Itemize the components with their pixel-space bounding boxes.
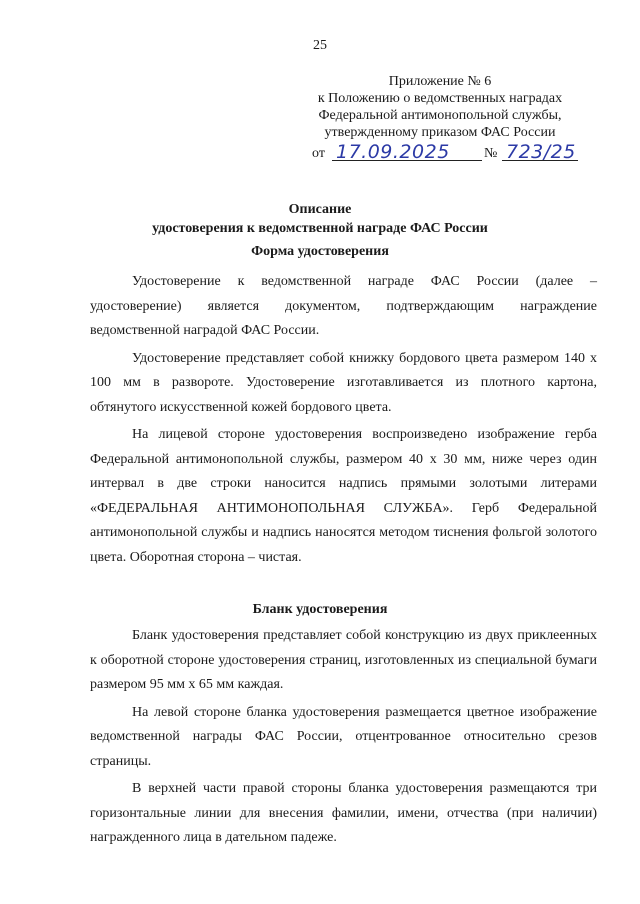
title-line: удостоверения к ведомственной награде ФАС России <box>152 221 488 236</box>
paragraph: Бланк удостоверения представляет собой конструкцию из двух приклеенных к оборотной стороне удостоверения страниц, изготовленных из специальной бумаги размером 95 мм х 65 мм каждая. <box>90 628 597 692</box>
appendix-line: Приложение № 6 <box>388 74 492 89</box>
page-number: 25 <box>313 38 327 53</box>
section-blank-description <box>90 624 597 854</box>
section-form-description <box>90 270 597 573</box>
title-line: Описание <box>288 202 352 217</box>
appendix-header <box>300 73 580 141</box>
appendix-line: к Положению о ведомственных наградах <box>317 91 563 106</box>
paragraph: В верхней части правой стороны бланка удостоверения размещаются три горизонтальные линии для внесения фамилии, имени, отчества (при наличии) награжденного лица в дательном падеже. <box>90 781 597 845</box>
appendix-line: утвержденному приказом ФАС России <box>324 125 556 140</box>
section-title: Бланк удостоверения <box>252 602 388 617</box>
paragraph: На лицевой стороне удостоверения воспроизведено изображение герба Федеральной антимонопольной службы, размером 40 х 30 мм, ниже через один интервал в две строки наносится надпись прямыми золотыми литерами «ФЕДЕРАЛЬНАЯ АНТИМОНОПОЛЬНАЯ СЛУЖБА». Герб Федеральной антимонопольной службы и надпись наносятся методом тиснения фольгой золотого цвета. Оборотная сторона – чистая. <box>90 427 597 565</box>
paragraph: На левой стороне бланка удостоверения размещается цветное изображение ведомственной награды ФАС России, отцентрованное относительно срезов страницы. <box>90 704 597 769</box>
document-title <box>0 200 640 261</box>
handwritten-number: 723/25 <box>506 141 576 163</box>
date-label: от <box>312 146 325 161</box>
paragraph: Удостоверение представляет собой книжку бордового цвета размером 140 х 100 мм в развороте. Удостоверение изготавливается из плотного картона, обтянутого искусственной кожей бордового цвета. <box>90 350 597 415</box>
paragraph: Удостоверение к ведомственной награде ФАС России (далее – удостоверение) является документом, подтверждающим награждение ведомственной наградой ФАС России. <box>90 274 597 338</box>
appendix-line: Федеральной антимонопольной службы, <box>318 108 562 123</box>
date-number-line <box>312 142 602 166</box>
handwritten-date: 17.09.2025 <box>336 141 450 163</box>
subtitle: Форма удостоверения <box>251 244 389 259</box>
number-label: № <box>484 146 498 161</box>
